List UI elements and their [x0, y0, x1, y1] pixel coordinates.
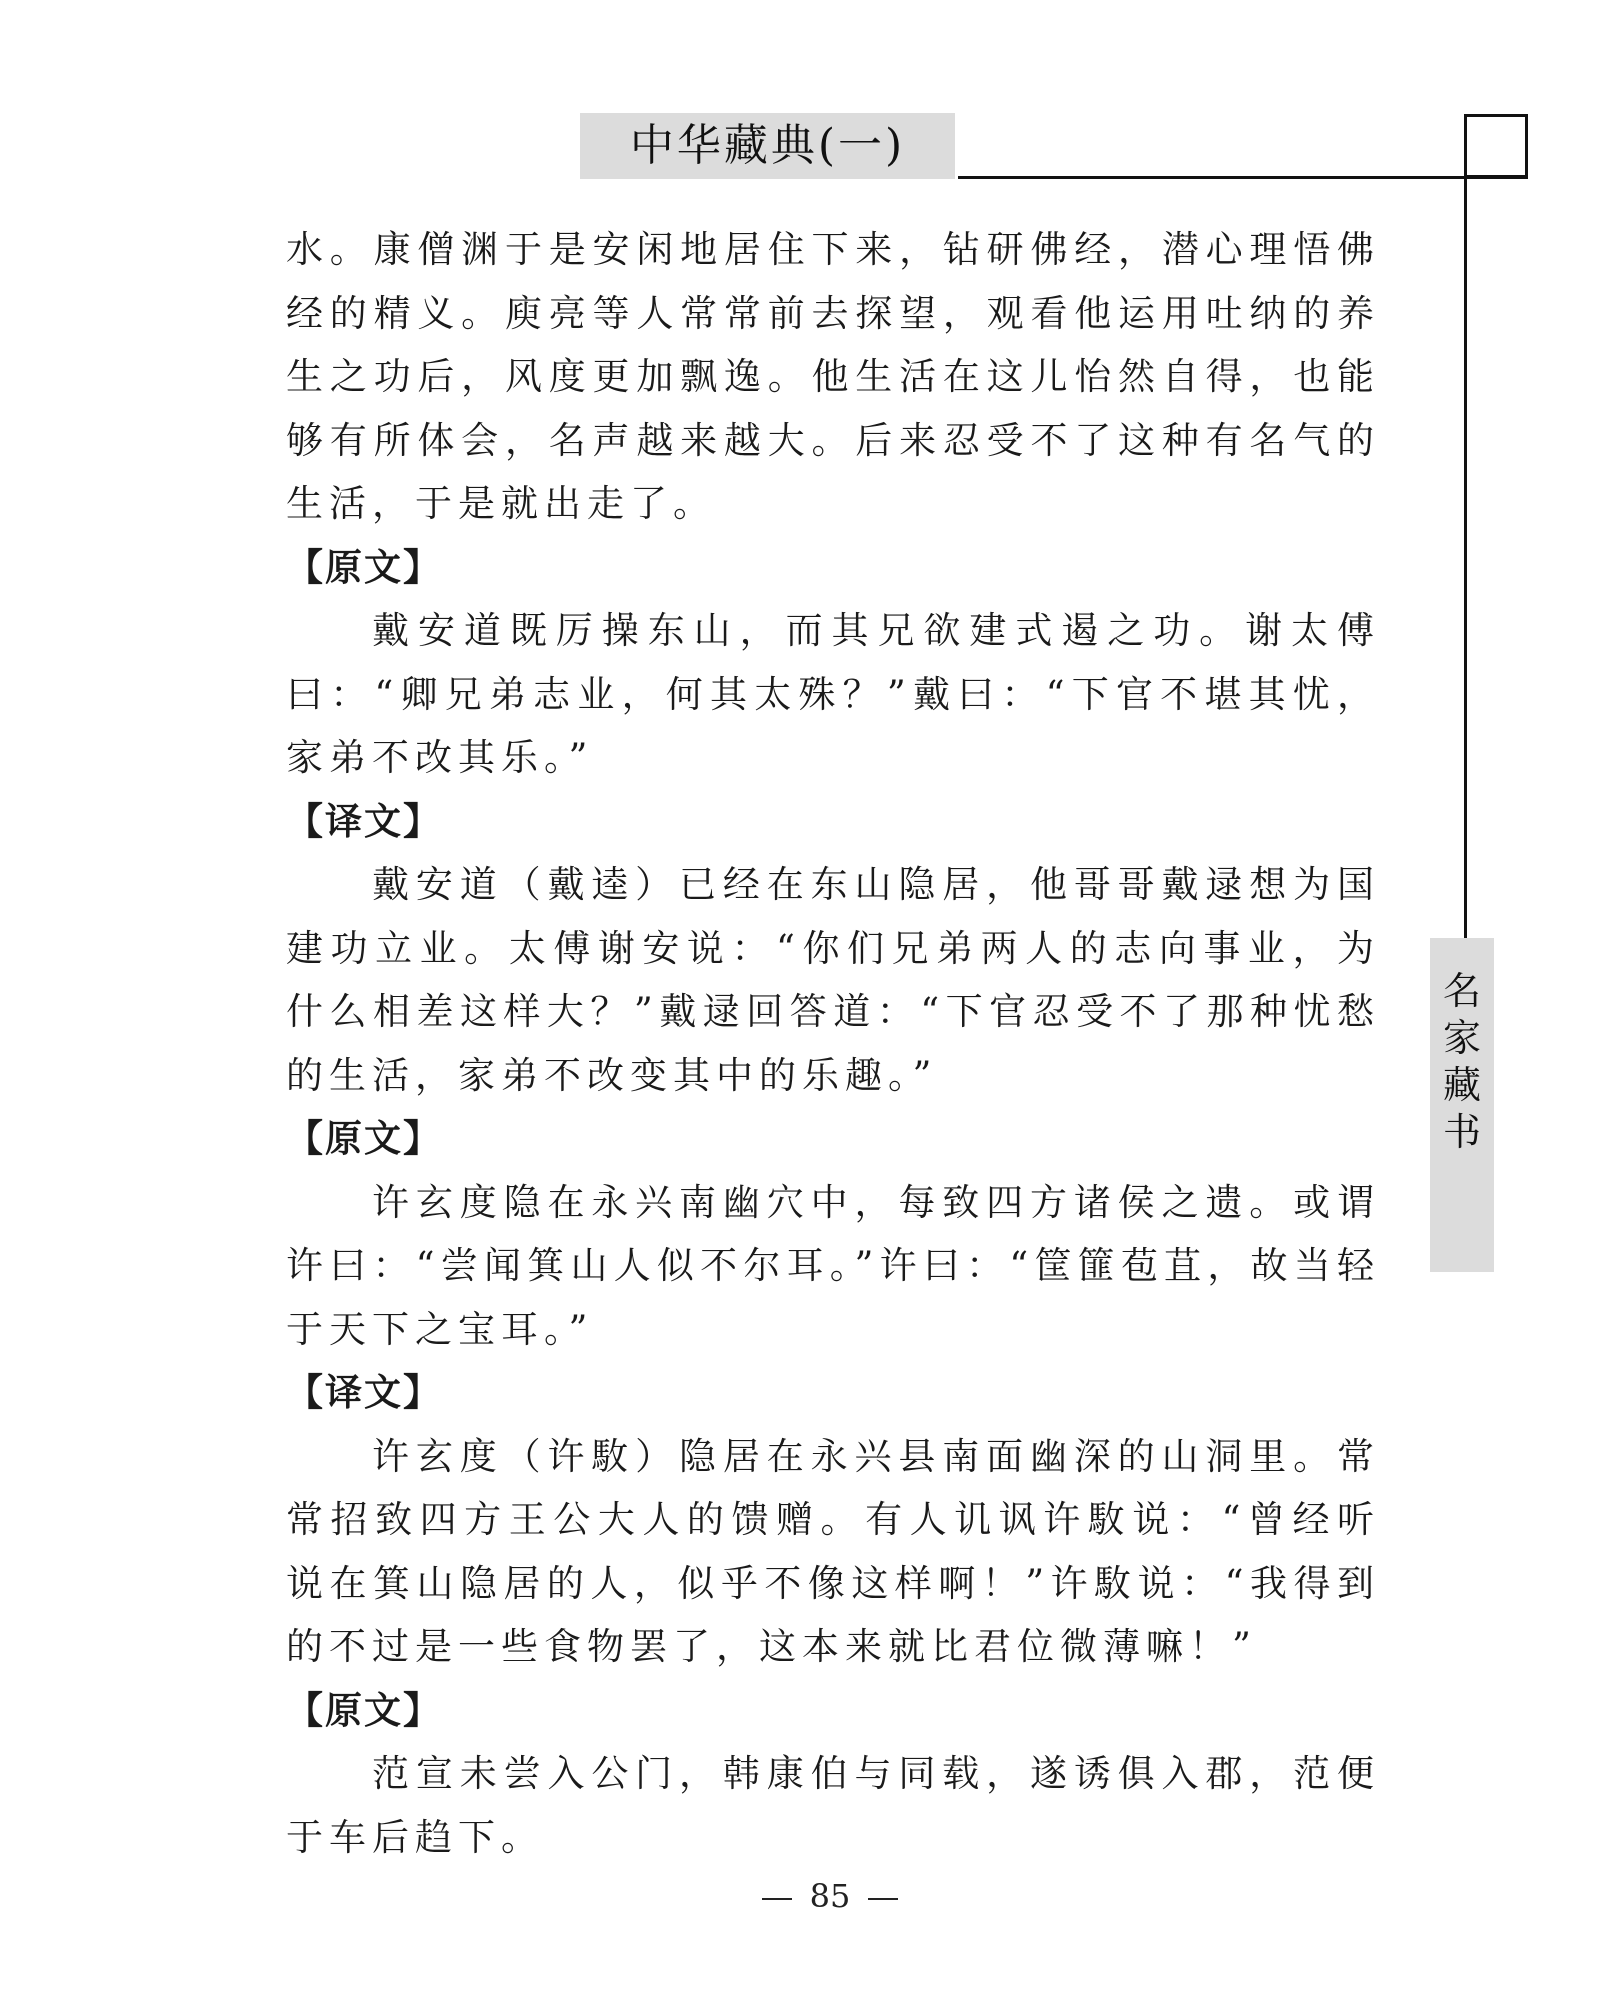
footer-dash-left	[762, 1898, 792, 1900]
section-heading: 【译文】	[286, 1371, 442, 1414]
paragraph: 戴安道（戴逵）已经在东山隐居，他哥哥戴逯想为国建功立业。太傅谢安说：“你们兄弟两人的志向事业，为什么相差这样大？”戴逯回答道：“下官忍受不了那种忧愁的生活，家弟不改变其中的乐趣。”	[286, 863, 1380, 1097]
footer-dash-right	[868, 1898, 898, 1900]
paragraph: 戴安道既厉操东山，而其兄欲建式遏之功。谢太傅曰：“卿兄弟志业，何其太殊？”戴曰：“下官不堪其忧，家弟不改其乐。”	[286, 609, 1380, 779]
paragraph: 水。康僧渊于是安闲地居住下来，钻研佛经，潜心理悟佛经的精义。庾亮等人常常前去探望，观看他运用吐纳的养生之功后，风度更加飘逸。他生活在这儿怡然自得，也能够有所体会，名声越来越大。后来忍受不了这种有名气的生活，于是就出走了。	[286, 228, 1380, 525]
side-rule	[1464, 178, 1467, 940]
page-body	[286, 218, 1380, 1869]
paragraph: 许玄度隐在永兴南幽穴中，每致四方诸侯之遗。或谓许曰：“尝闻箕山人似不尔耳。”许曰：“筐篚苞苴，故当轻于天下之宝耳。”	[286, 1180, 1380, 1351]
section-heading: 【原文】	[286, 1688, 442, 1732]
section-heading: 【原文】	[286, 1117, 442, 1160]
side-tab-label	[1430, 968, 1494, 1156]
side-tab-text: 名 家 藏 书	[1442, 969, 1481, 1154]
paragraph: 范宣未尝入公门，韩康伯与同载，遂诱俱入郡，范便于车后趋下。	[286, 1752, 1380, 1859]
section-heading: 【译文】	[286, 799, 442, 843]
section-heading: 【原文】	[286, 545, 442, 589]
page-footer	[700, 1874, 960, 1918]
book-title: 中华藏典(一)	[629, 120, 906, 171]
corner-box	[1464, 114, 1528, 178]
paragraph: 许玄度（许駇）隐居在永兴县南面幽深的山洞里。常常招致四方王公大人的馈赠。有人讥讽许駇说：“曾经听说在箕山隐居的人，似乎不像这样啊！”许駇说：“我得到的不过是一些食物罢了，这本来就比君位微薄嘛！”	[286, 1434, 1380, 1668]
header-rule	[958, 176, 1528, 179]
page-number: 85	[809, 1877, 851, 1915]
